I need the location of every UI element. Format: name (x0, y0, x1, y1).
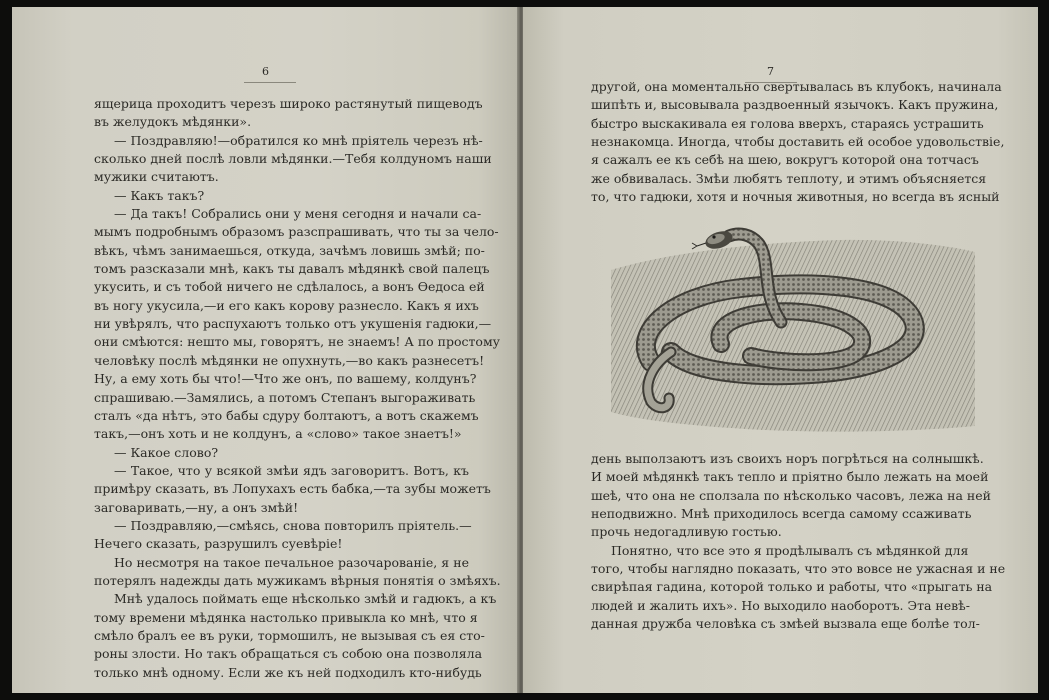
text-line: неподвижно. Мнѣ приходилось всегда самому ссаживать (591, 506, 972, 522)
text-line: человѣку послѣ мѣдянки не опухнуть,—во какъ разнесетъ! (94, 352, 485, 368)
text-line: я сажалъ ее къ себѣ на шею, вокругъ которой она тотчасъ (591, 152, 979, 168)
text-line: другой, она моментально свертывалась въ клубокъ, начинала (591, 79, 1002, 94)
text-line: — Какъ такъ? (114, 187, 205, 203)
text-line: быстро выскакивала ея голова вверхъ, стараясь устрашить (591, 115, 984, 131)
text-line: — Такое, что у всякой змѣи ядъ заговоритъ. Вотъ, къ (114, 462, 469, 478)
text-line: они смѣются: нешто мы, говорятъ, не знаемъ! А по простому (94, 334, 501, 350)
text-line: Нечего сказать, разрушилъ суевѣріе! (94, 536, 343, 552)
text-line: день выползаютъ изъ своихъ норъ погрѣться на солнышкѣ. (591, 451, 984, 466)
text-line: — Поздравляю!—обратился ко мнѣ пріятель черезъ нѣ- (114, 132, 483, 148)
text-line: прочь недогадливую гостью. (591, 524, 782, 540)
left-page (12, 7, 519, 693)
text-line: только мнѣ одному. Если же къ ней подходилъ кто-нибудь (94, 664, 482, 680)
text-line: укусить, и съ тобой ничего не сдѣлалось, а вонъ Ѳедоса ей (94, 279, 485, 295)
text-line: въ ногу укусила,—и его какъ корову разнесло. Какъ я ихъ (94, 297, 479, 313)
text-line: мымъ подробнымъ образомъ разспрашивать, что ты за чело- (94, 224, 499, 240)
body-text-top (591, 78, 1005, 206)
page-number: 6 (262, 65, 270, 78)
text-line: заговаривать,—ну, а онъ змѣй! (94, 499, 299, 515)
text-line: ящерица проходитъ черезъ широко растянутый пищеводъ (94, 96, 483, 111)
text-line: такъ,—онъ хоть и не колдунъ, а «слово» такое знаетъ!» (94, 426, 462, 442)
text-line: — Да такъ! Собрались они у меня сегодня и начали са- (114, 206, 482, 222)
text-line: — Какое слово? (114, 444, 219, 460)
text-line: томъ разсказали мнѣ, какъ ты давалъ мѣдянкѣ свой палецъ (94, 261, 490, 277)
text-line: спрашиваю.—Замялись, а потомъ Степанъ выгораживать (94, 389, 476, 405)
text-line: потерялъ надежды дать мужикамъ вѣрныя понятія о змѣяхъ. (94, 572, 501, 588)
text-line: примѣру сказать, въ Лопухахъ есть бабка,—та зубы можетъ (94, 481, 491, 497)
text-line: шеѣ, что она не сползала по нѣсколько часовъ, лежа на ней (591, 487, 991, 503)
text-line: роны злости. Но такъ обращаться съ собою она позволяла (94, 646, 483, 662)
body-text (94, 95, 501, 682)
right-page (523, 7, 1038, 693)
text-line: данная дружба человѣка съ змѣей вызвала еще болѣе тол- (591, 616, 980, 632)
text-line: сталъ «да нѣтъ, это бабы сдуру болтаютъ, а вотъ скажемъ (94, 407, 479, 423)
text-line: смѣло бралъ ее въ руки, тормошилъ, не вызывая съ ея сто- (94, 627, 485, 643)
text-line: ни увѣрялъ, что распухаютъ только отъ укушенія гадюки,— (94, 316, 492, 332)
text-line: сколько дней послѣ ловли мѣдянки.—Тебя колдуномъ наши (94, 151, 492, 167)
text-line: Ну, а ему хоть бы что!—Что же онъ, по вашему, колдунъ? (94, 371, 477, 387)
text-line: тому времени мѣдянка настолько привыкла ко мнѣ, что я (94, 609, 478, 625)
text-line: свирѣпая гадина, которой только и работы, что «прыгать на (591, 579, 993, 595)
text-line: мужики считаютъ. (94, 169, 219, 185)
text-line: въ желудокъ мѣдянки». (94, 114, 252, 130)
snake-illustration (611, 212, 975, 434)
text-line: — Поздравляю,—смѣясь, снова повторилъ пріятель.— (114, 517, 472, 533)
text-line: Понятно, что все это я продѣлывалъ съ мѣдянкой для (611, 542, 969, 558)
body-text-bottom (591, 450, 1006, 633)
text-line: вѣкъ, чѣмъ занимаешься, откуда, зачѣмъ ловишь змѣй; по- (94, 242, 485, 258)
text-line: Мнѣ удалось поймать еще нѣсколько змѣй и гадюкъ, а къ (114, 591, 497, 607)
text-line: И моей мѣдянкѣ такъ тепло и пріятно было лежать на моей (591, 469, 989, 485)
text-line: же обвивалась. Змѣи любятъ теплоту, и этимъ объясняется (591, 170, 987, 186)
text-line: незнакомца. Иногда, чтобы доставить ей особое удовольствіе, (591, 134, 1005, 150)
text-line: людей и жалить ихъ». Но выходило наоборотъ. Эта невѣ- (591, 597, 970, 613)
page-number-rule (244, 82, 296, 83)
text-line: шипѣть и, высовывала раздвоенный язычокъ. Какъ пружина, (591, 97, 999, 113)
text-line: то, что гадюки, хотя и ночныя животныя, но всегда въ ясный (591, 189, 1000, 205)
text-line: Но несмотря на такое печальное разочарованіе, я не (114, 554, 469, 570)
text-line: того, чтобы наглядно показать, что это вовсе не ужасная и не (591, 561, 1006, 577)
page-number: 7 (767, 65, 775, 78)
